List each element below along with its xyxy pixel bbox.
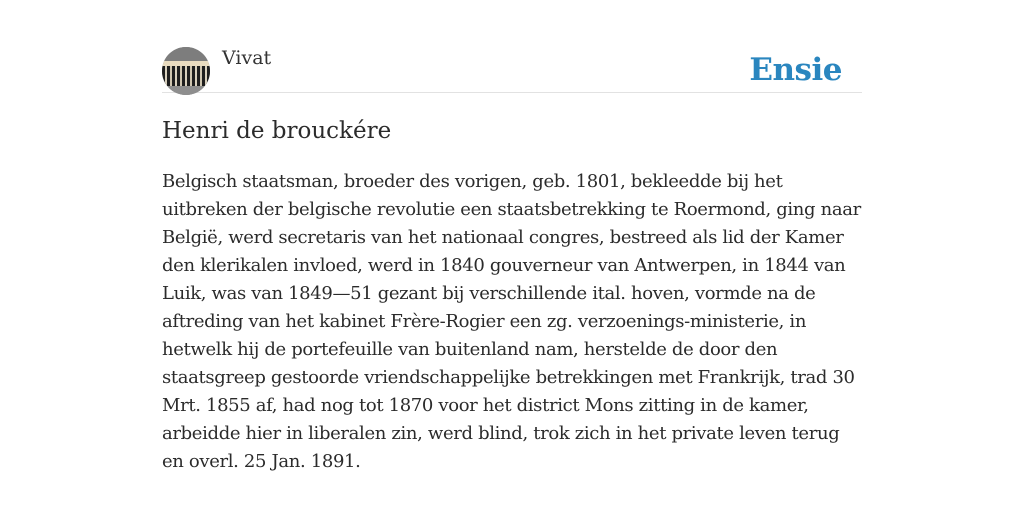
article-body: Belgisch staatsman, broeder des vorigen, geb. 1801, bekleedde bij het uitbreken der belgische revolutie een staatsbetrekking te Roermond, ging naar België, werd secretaris van het nationaal congres, bestreed als lid der Kamer den klerikalen invloed, werd in 1840 gouverneur van Antwerpen, in 1844 van Luik, was van 1849—51 gezant bij verschillende ital. hoven, vormde na de aftreding van het kabinet Frère-Rogier een zg. verzoenings-ministerie, in hetwelk hij de portefeuille van buitenland nam, herstelde de door den staatsgreep gestoorde vriendschappelijke betrekkingen met Frankrijk, trad 30 Mrt. 1855 af, had nog tot 1870 voor het district Mons zitting in de kamer, arbeidde hier in liberalen zin, werd blind, trok zich in het private leven terug en overl. 25 Jan. 1891. [162,171,861,472]
book-spines-icon [162,47,210,95]
ensie-logo-link[interactable]: Ensie [749,52,842,88]
source-avatar-icon[interactable] [162,47,210,95]
header [162,46,862,93]
page-title: Henri de brouckére [162,118,392,144]
source-name[interactable]: Vivat [222,47,272,69]
